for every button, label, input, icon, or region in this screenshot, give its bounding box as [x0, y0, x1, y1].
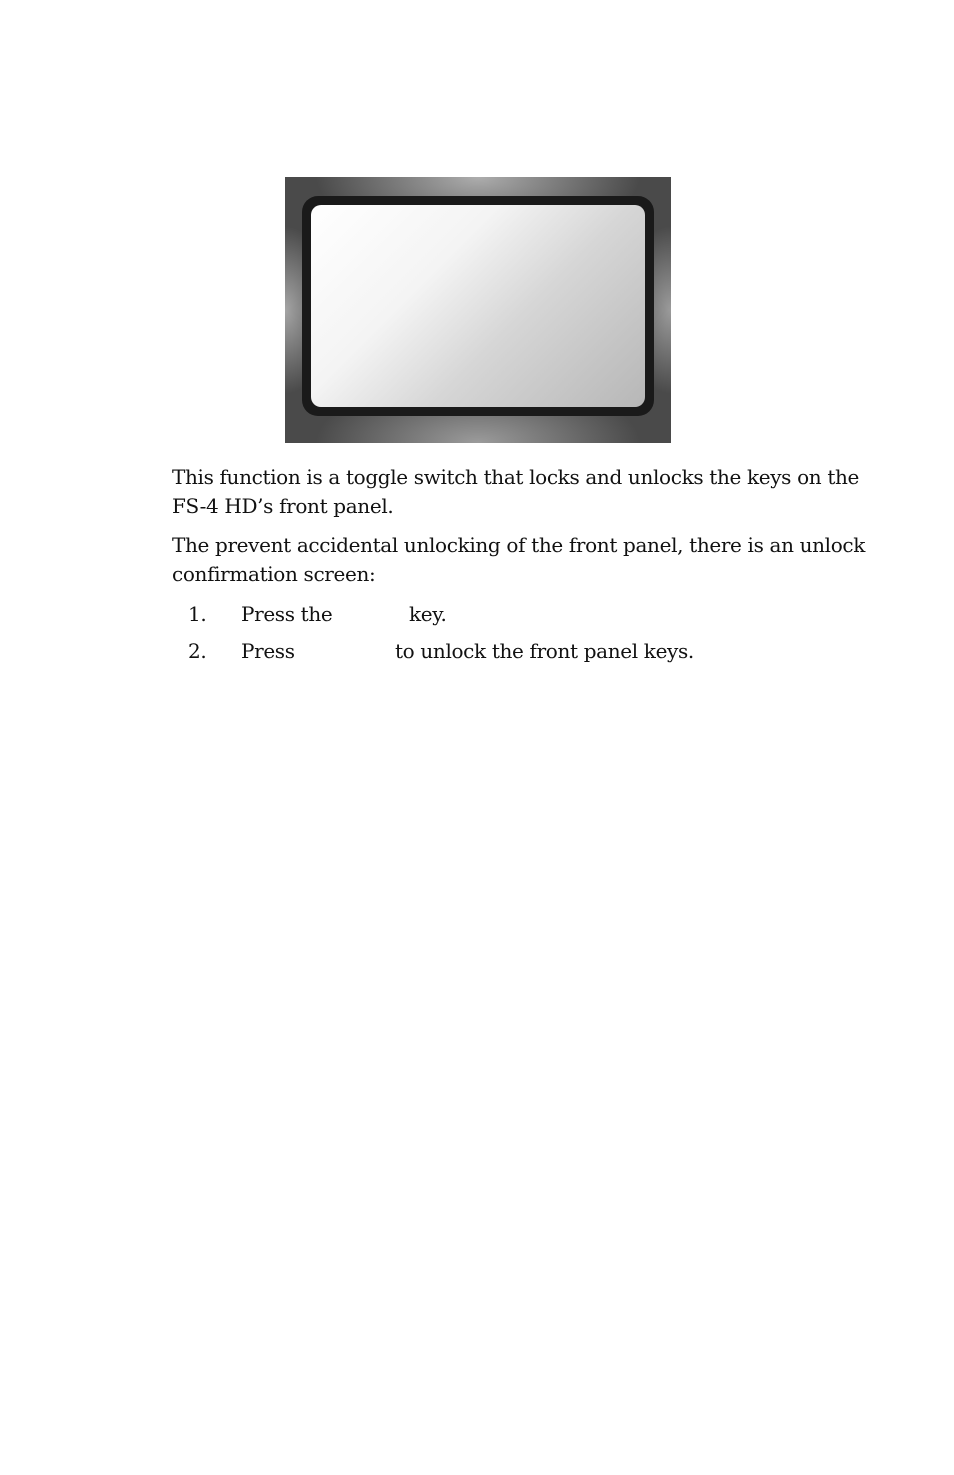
lcd-display-figure [285, 177, 671, 443]
step-number: 1. [188, 602, 207, 626]
step-1 [0, 600, 954, 630]
step-text-after: to unlock the front panel keys. [395, 639, 694, 663]
step-number: 2. [188, 639, 207, 663]
confirmation-paragraph: The prevent accidental unlocking of the front panel, there is an unlock confirmation screen: [172, 533, 866, 586]
step-text-after: key. [409, 602, 447, 626]
step-text-before: Press the [241, 602, 333, 626]
lcd-screen [311, 205, 645, 407]
step-2 [0, 637, 954, 667]
step-text-before: Press [241, 639, 295, 663]
lcd-bezel [302, 196, 654, 416]
intro-paragraph: This function is a toggle switch that locks and unlocks the keys on the FS-4 HD’s front panel. [172, 465, 860, 518]
